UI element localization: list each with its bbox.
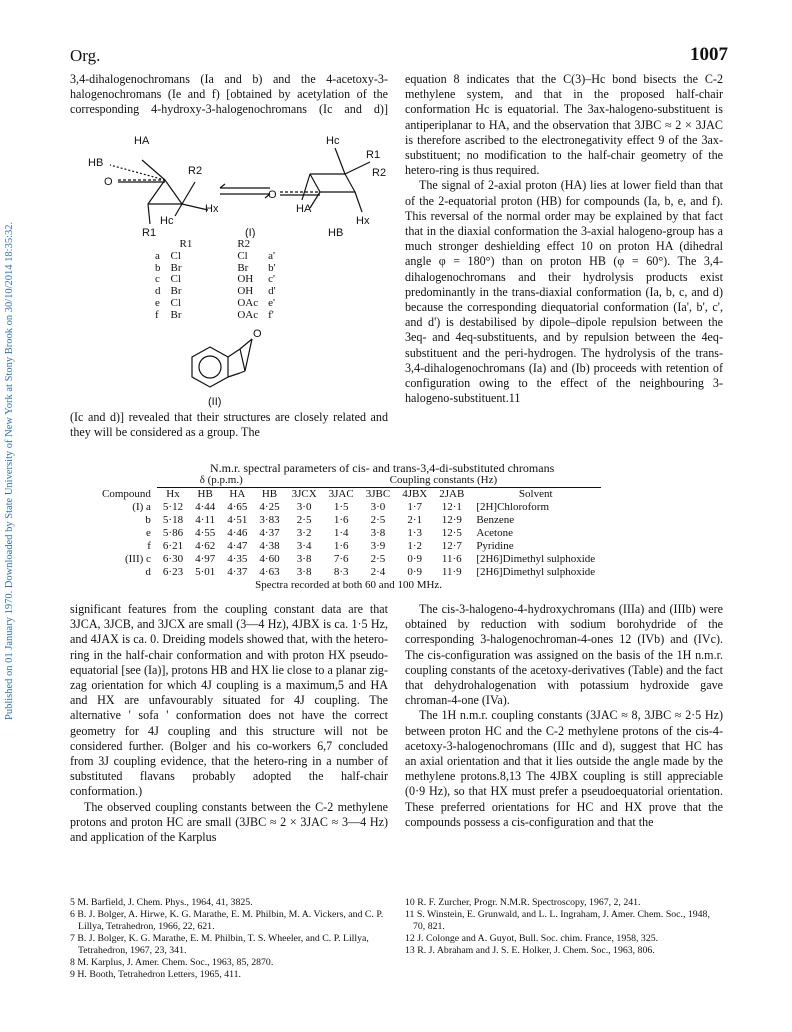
compound-cell: d [145, 566, 151, 578]
column-header: Hx [166, 488, 180, 500]
atom-label: HA [134, 135, 150, 147]
value-cell: 11·6 [441, 553, 462, 565]
atom-label: O [268, 189, 277, 201]
value-cell: 4·63 [259, 566, 280, 578]
structure-II-diagram [190, 325, 270, 410]
footnote: 5 M. Barfield, J. Chem. Phys., 1964, 41, 3825. [70, 897, 253, 908]
value-cell: 1·6 [333, 514, 349, 526]
compound-cell: e [146, 527, 151, 539]
download-watermark [4, 60, 20, 720]
cell: Cl [170, 296, 181, 309]
group-header-shifts: δ (p.p.m.) [157, 474, 286, 488]
column-header: Compound [102, 487, 151, 500]
substituent-header-row [150, 239, 281, 251]
group-header-couplings: Coupling constants (Hz) [286, 474, 602, 488]
value-cell: 2·5 [296, 514, 312, 526]
value-cell: 2·1 [407, 514, 423, 526]
cell: b' [268, 261, 276, 274]
cell: c' [268, 273, 275, 286]
value-cell: 0·9 [407, 566, 423, 578]
left-bottom-text [70, 602, 388, 845]
substituent-table [150, 239, 281, 322]
value-cell: 6·21 [162, 540, 184, 552]
footnote: 10 R. F. Zurcher, Progr. N.M.R. Spectroscopy, 1967, 2, 241. [405, 897, 641, 908]
value-cell: 6·30 [162, 553, 184, 565]
footnote: 12 J. Colonge and A. Guyot, Bull. Soc. chim. France, 1958, 325. [405, 933, 659, 944]
value-cell: 4·62 [195, 540, 216, 552]
value-cell: 4·25 [259, 501, 280, 513]
value-cell: 4·11 [195, 514, 216, 526]
value-cell: 5·18 [162, 514, 184, 526]
value-cell: 4·55 [195, 527, 216, 539]
download-watermark-text: Published on 01 January 1970. Downloaded by State University of New York at Stony Brook on 30/10/2014 18:35:32. [4, 221, 15, 720]
footnote: 7 B. J. Bolger, K. G. Marathe, E. M. Philbin, T. S. Wheeler, and C. P. Lillya, Tetrahedron, 1967, 23, 341. [70, 933, 369, 956]
solvent-cell: [2H6]Dimethyl sulphoxide [476, 566, 596, 578]
value-cell: 12·7 [441, 540, 462, 552]
substituent-row [150, 251, 281, 263]
atom-label: O [104, 176, 113, 188]
value-cell: 3·0 [296, 501, 312, 513]
value-cell: 4·46 [227, 527, 248, 539]
cell: OAc [237, 308, 259, 321]
atom-label: Hc [160, 215, 174, 227]
cell: f [155, 308, 159, 321]
running-header-journal: Org. [70, 46, 101, 65]
value-cell: 3·2 [296, 527, 312, 539]
header-cell: R1 [179, 238, 193, 250]
value-cell: 8·3 [333, 566, 349, 578]
value-cell: 4·35 [227, 553, 248, 565]
value-cell: 2·5 [370, 514, 386, 526]
structure-I-diagram [70, 120, 388, 238]
value-cell: 1·6 [333, 540, 349, 552]
cell: d' [268, 285, 276, 298]
solvent-cell: [2H6]Dimethyl sulphoxide [476, 553, 596, 565]
table-row [96, 514, 601, 527]
nmr-data-table [96, 474, 601, 592]
compound-cell: (III) c [124, 553, 151, 565]
value-cell: 4·97 [195, 553, 216, 565]
cell: OAc [237, 296, 259, 309]
substituent-row [150, 298, 281, 310]
value-cell: 3·4 [296, 540, 312, 552]
value-cell: 5·01 [195, 566, 216, 578]
footnote: 13 R. J. Abraham and J. S. E. Holker, J. Chem. Soc., 1963, 806. [405, 945, 655, 956]
footnote: 8 M. Karplus, J. Amer. Chem. Soc., 1963, 85, 2870. [70, 957, 274, 968]
value-cell: 5·12 [162, 501, 184, 513]
footnotes-right [405, 897, 723, 957]
table-group-row [96, 474, 601, 488]
value-cell: 12·9 [441, 514, 462, 526]
structure-label: (II) [208, 396, 222, 408]
atom-label: Hx [356, 215, 370, 227]
table-row [96, 527, 601, 540]
value-cell: 1·5 [333, 501, 349, 513]
table-row [96, 566, 601, 579]
table-row [96, 540, 601, 553]
value-cell: 4·37 [259, 527, 280, 539]
atom-label: HB [328, 227, 344, 238]
value-cell: 1·3 [407, 527, 423, 539]
right-bottom-paragraph-2: The 1H n.m.r. coupling constants (3JAC ≈ 8, 3JBC ≈ 2·5 Hz) between proton HC and the C-2 methylene protons of the cis-4-acetoxy-3-halogenochromans (IIIc and d), suggest that HC has an axial orientation and that it lies outside the angle made by the methylene protons.8,13 The 4JBX coupling is still appreciable (0·9 Hz), so that HX must prefer a pseudoequatorial orientation. These preferred orientations for HC and HX prove that the compounds possess a cis-configuration and that the [405, 708, 723, 829]
table-row [96, 553, 601, 566]
atom-label: Hc [326, 135, 340, 147]
column-header: 3JCX [291, 488, 317, 500]
substituent-row [150, 263, 281, 275]
table-footnote: Spectra recorded at both 60 and 100 MHz. [255, 579, 443, 591]
substituent-row [150, 274, 281, 286]
value-cell: 12·1 [441, 501, 462, 513]
atom-label: HB [88, 157, 104, 169]
left-bottom-paragraph-1: significant features from the coupling constant data are that 3JCA, 3JCB, and 3JCX are small (3—4 Hz), 4JBX is ca. 1·5 Hz, and 4JAX is ca. 0. Dreiding models showed that, with the hetero-ring in the half-chair conformation and with proton HX pseudo-equatorial [see (Ia)], protons HB and HX lie close to a planar zig-zag orientation for which 4J coupling is a maximum,5 and HA and HX are unfavourably situated for 4J coupling. The alternative ' sofa ' conformation does not have the correct geometry for 4J coupling and this structure will not be considered further. (Bolger and his co-workers 6,7 concluded from 3J coupling evidence, that the hetero-ring in a number of substituted flavans probably adopted the half-chair conformation.) [70, 602, 388, 799]
cell: a' [268, 249, 275, 262]
table-row [96, 501, 601, 514]
right-top-text [405, 72, 723, 406]
column-header: HB [197, 488, 213, 500]
atom-label: HA [296, 203, 312, 215]
page-number: 1007 [690, 44, 728, 65]
substituent-row [150, 310, 281, 322]
cell: c [155, 273, 160, 286]
solvent-cell: Acetone [476, 527, 513, 539]
footnote: 11 S. Winstein, E. Grunwald, and L. L. Ingraham, J. Amer. Chem. Soc., 1948, 70, 821. [405, 909, 710, 932]
value-cell: 1·7 [407, 501, 423, 513]
value-cell: 6·23 [162, 566, 184, 578]
cell: f' [268, 308, 274, 321]
column-header: HA [229, 488, 246, 500]
value-cell: 3·83 [259, 514, 280, 526]
header-cell: R2 [237, 238, 251, 250]
value-cell: 3·8 [370, 527, 386, 539]
cell: e [155, 296, 160, 309]
atom-label: R2 [372, 167, 387, 179]
right-bottom-paragraph-1: The cis-3-halogeno-4-hydroxychromans (IIIa) and (IIIb) were obtained by reduction with sodium borohydride of the corresponding 3-halogenochroman-4-ones 12 (IVb) and (IVc). The cis-configuration was assigned on the basis of the 1H n.m.r. coupling constants of the acetoxy-derivatives (Table) and the fact that dehydrohalogenation with potassium hydroxide gave chroman-4-one (IVa). [405, 602, 723, 708]
value-cell: 2·5 [370, 553, 386, 565]
value-cell: 4·38 [259, 540, 280, 552]
value-cell: 4·44 [195, 501, 216, 513]
cell: OH [237, 273, 254, 286]
value-cell: 3·0 [370, 501, 386, 513]
value-cell: 3·8 [296, 553, 312, 565]
atom-label: R1 [366, 149, 381, 161]
atom-label-oxygen: O [253, 328, 262, 340]
cell: Br [170, 285, 182, 298]
table-title: N.m.r. spectral parameters of cis- and trans-3,4-di-substituted chromans [210, 461, 555, 475]
cell: a [155, 249, 160, 262]
atom-label: R2 [188, 165, 203, 177]
cell: d [155, 285, 161, 298]
atom-label: R1 [142, 227, 157, 238]
value-cell: 0·9 [407, 553, 423, 565]
left-bottom-paragraph-2: The observed coupling constants between the C-2 methylene protons and proton HC are small (3JBC ≈ 2 × 3JAC ≈ 3—4 Hz) and application of the Karplus [70, 799, 388, 845]
solvent-cell: Benzene [476, 514, 515, 526]
left-top-paragraph-end: (Ic and d)] revealed that their structures are closely related and they will be considered as a group. The [70, 410, 388, 440]
cell: b [155, 261, 161, 274]
column-header: 2JAB [439, 488, 465, 500]
left-top-paragraph: 3,4-dihalogenochromans (Ia and b) and the 4-acetoxy-3-halogenochromans (Ie and f) [obtained by acetylation of the corresponding 4-hydroxy-3-halogenochromans (Ic and d)] [70, 72, 388, 117]
cell: e' [268, 296, 275, 309]
substituent-row [150, 286, 281, 298]
right-paragraph-2: The signal of 2-axial proton (HA) lies at lower field than that of the 2-equatorial proton (HB) for compounds (Ia, b, e, and f). This reversal of the normal order may be explained by that fact that in the diaxial conformation the 3-axial halogeno-group has a much stronger deshielding effect 10 on proton HA (dihedral angle φ = 180°) than on proton HB (φ = 60°). The 3,4-dihalogenochromans and their hydrolysis products exist predominantly in the trans-diaxial conformation (Ia, b, c, and d) because the corresponding diequatorial conformation (Ia', b', c', and d') is destabilised by dipole–dipole repulsion between the 3eq- and 4eq-substituents, and by repulsion between the 4eq-substituent and the peri-hydrogen. The hydrolysis of the trans-3,4-dihalogenochromans (Ia) and (Ib) proceeds with retention of configuration owing to the effect of the neighbouring 3-halogeno-substituent.11 [405, 178, 723, 406]
table-body [96, 501, 601, 579]
value-cell: 5·86 [162, 527, 184, 539]
value-cell: 1·2 [407, 540, 423, 552]
left-top-text [70, 72, 388, 117]
value-cell: 1·4 [333, 527, 349, 539]
footnote: 9 H. Booth, Tetrahedron Letters, 1965, 411. [70, 969, 242, 980]
column-header: 3JAC [328, 488, 354, 500]
column-header: 4JBX [402, 488, 428, 500]
cell: Cl [237, 249, 248, 262]
value-cell: 3·9 [370, 540, 386, 552]
value-cell: 4·51 [227, 514, 248, 526]
compound-cell: f [147, 540, 151, 552]
right-paragraph-1: equation 8 indicates that the C(3)–Hc bond bisects the C-2 methylene system, and that in the proposed half-chair conformation Hc is equatorial. The 3ax-halogeno-substituent is antiperiplanar to HA, and the observation that 3JBC ≈ 2 × 3JAC is therefore ascribed to the electronegativity effect 9 of the 3ax-substituent; no modification to the half-chair geometry of the hetero-ring is thus required. [405, 72, 723, 178]
atom-label: Hx [205, 203, 219, 215]
right-bottom-text [405, 602, 723, 830]
value-cell: 4·60 [259, 553, 280, 565]
column-header: Solvent [518, 488, 553, 500]
value-cell: 4·47 [227, 540, 248, 552]
structure-label: (I) [245, 227, 256, 238]
table-header-row [96, 488, 601, 502]
solvent-cell: [2H]Chloroform [476, 501, 550, 513]
value-cell: 4·65 [227, 501, 248, 513]
compound-cell: (I) a [132, 501, 151, 513]
left-continuation [70, 410, 388, 440]
cell: Br [170, 261, 182, 274]
cell: Br [170, 308, 182, 321]
solvent-cell: Pyridine [476, 540, 514, 552]
value-cell: 2·4 [370, 566, 386, 578]
cell: OH [237, 285, 254, 298]
value-cell: 4·37 [227, 566, 248, 578]
footnotes-left [70, 897, 388, 981]
value-cell: 3·8 [296, 566, 312, 578]
column-header: 3JBC [365, 488, 391, 500]
cell: Cl [170, 273, 181, 286]
value-cell: 12·5 [441, 527, 462, 539]
value-cell: 11·9 [441, 566, 462, 578]
column-header: HB [261, 488, 278, 500]
value-cell: 7·6 [333, 553, 349, 565]
cell: Cl [170, 249, 181, 262]
compound-cell: b [145, 514, 151, 526]
footnote: 6 B. J. Bolger, A. Hirwe, K. G. Marathe, E. M. Philbin, M. A. Vickers, and C. P. Lillya, Tetrahedron, 1966, 22, 621. [70, 909, 384, 932]
cell: Br [237, 261, 249, 274]
